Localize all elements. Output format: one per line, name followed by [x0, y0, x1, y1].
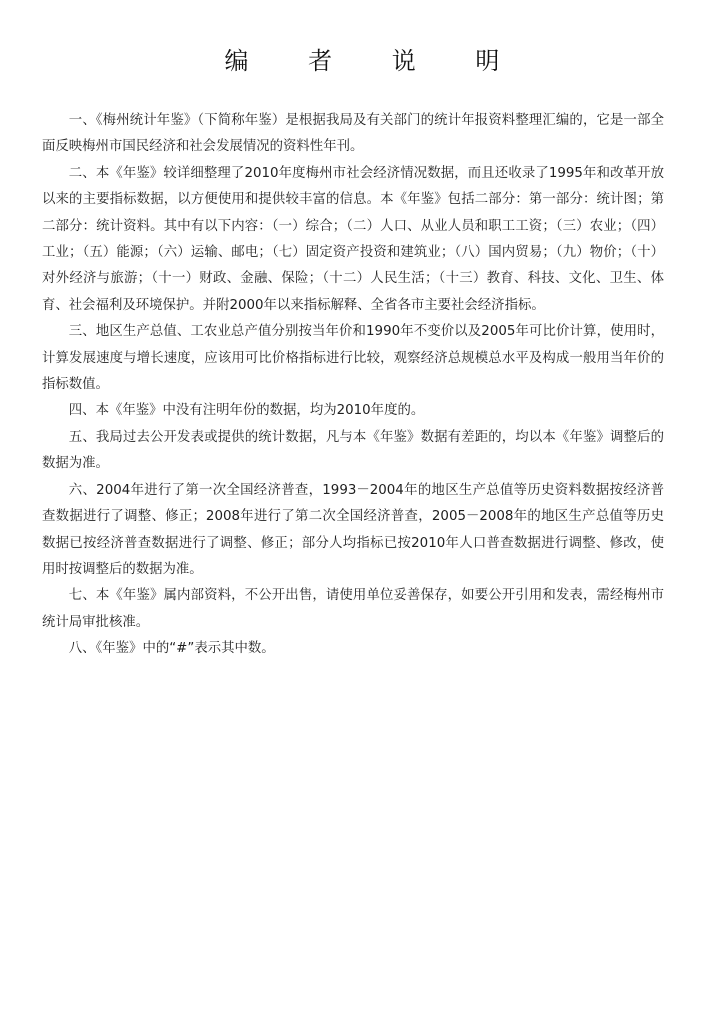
paragraph-4: 四、本《年鉴》中没有注明年份的数据，均为2010年度的。 — [68, 403, 425, 419]
document-body — [42, 108, 664, 663]
paragraph-1: 一、《梅州统计年鉴》（下简称年鉴）是根据我局及有关部门的统计年报资料整理汇编的，它是一部全面反映梅州市国民经济和社会发展情况的资料性年刊。 — [42, 113, 664, 155]
page-title: 编 者 说 明 — [224, 47, 526, 75]
paragraph-2: 二、本《年鉴》较详细整理了2010年度梅州市社会经济情况数据，而且还收录了1995年和改革开放以来的主要指标数据，以方便使用和提供较丰富的信息。本《年鉴》包括二部分：第一部分：统计图；第二部分：统计资料。其中有以下内容：（一）综合；（二）人口、从业人员和职工工资；（三）农业；（四）工业；（五）能源；（六）运输、邮电；（七）固定资产投资和建筑业；（八）国内贸易；（九）物价；（十）对外经济与旅游；（十一）财政、金融、保险；（十二）人民生活；（十三）教育、科技、文化、卫生、体育、社会福利及环境保护。并附2000年以来指标解释、全省各市主要社会经济指标。 — [42, 165, 664, 313]
paragraph-5: 五、我局过去公开发表或提供的统计数据，凡与本《年鉴》数据有差距的，均以本《年鉴》调整后的数据为准。 — [42, 429, 664, 472]
paragraph-8: 八、《年鉴》中的“#”表示其中数。 — [68, 641, 275, 657]
paragraph-3: 三、地区生产总值、工农业总产值分别按当年价和1990年不变价以及2005年可比价计算，使用时，计算发展速度与增长速度，应该用可比价格指标进行比较，观察经济总规模总水平及构成一般用当年价的指标数值。 — [42, 324, 664, 393]
paragraph-6: 六、2004年进行了第一次全国经济普查，1993－2004年的地区生产总值等历史资料数据按经济普查数据进行了调整、修正；2008年进行了第二次全国经济普查，2005－2008年的地区生产总值等历史数据已按经济普查数据进行了调整、修正；部分人均指标已按2010年人口普查数据进行调整、修改，使用时按调整后的数据为准。 — [42, 482, 664, 577]
paragraph-7: 七、本《年鉴》属内部资料，不公开出售，请使用单位妥善保存，如要公开引用和发表，需经梅州市统计局审批核准。 — [42, 588, 664, 630]
